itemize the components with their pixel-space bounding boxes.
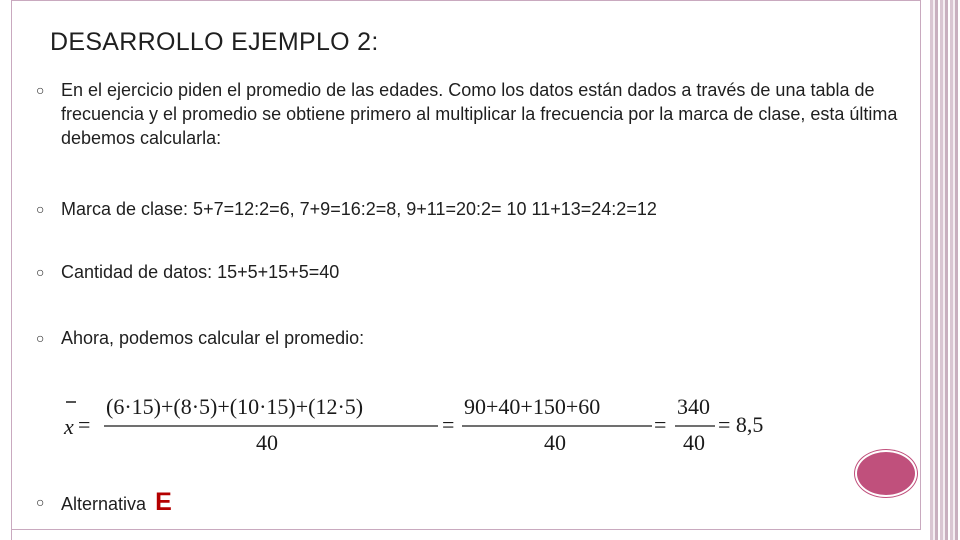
denominator-1: 40 — [256, 430, 278, 455]
equals-sign-1: = — [78, 412, 91, 437]
numerator-1: (6·15)+(8·5)+(10·15)+(12·5) — [106, 394, 364, 419]
frame-line-top — [11, 0, 921, 1]
bullet-text: En el ejercicio piden el promedio de las edades. Como los datos están dados a través de una tabla de frecuencia y el promedio se obtiene primero al multiplicar la frecuencia por la marca de clase, esta última debemos calcularla: — [61, 80, 898, 148]
numerator-2: 90+40+150+60 — [464, 394, 601, 419]
bullet-intro — [36, 78, 906, 150]
bullet-marker-icon: ○ — [36, 264, 45, 280]
answer-label: Alternativa — [61, 494, 147, 514]
bullet-marker-icon: ○ — [36, 201, 45, 217]
bullet-marker-icon: ○ — [36, 494, 45, 510]
mean-symbol: x — [64, 414, 74, 439]
equals-sign-3: = — [654, 412, 667, 437]
numerator-3: 340 — [677, 394, 710, 419]
denominator-3: 40 — [683, 430, 705, 455]
frame-line-left — [11, 0, 12, 540]
mean-formula — [60, 388, 790, 463]
denominator-2: 40 — [544, 430, 566, 455]
equals-sign-2: = — [442, 412, 455, 437]
decorative-stripes — [930, 0, 960, 540]
bullet-average-intro — [36, 326, 906, 350]
slide-title: DESARROLLO EJEMPLO 2: — [50, 28, 379, 56]
answer-letter: E — [155, 488, 172, 516]
bullet-answer — [36, 490, 906, 516]
frame-line-bottom — [11, 529, 921, 530]
bullet-class-marks — [36, 197, 906, 221]
formula-result: = 8,5 — [718, 412, 764, 437]
bullet-text: Cantidad de datos: 15+5+15+5=40 — [61, 262, 340, 282]
bullet-marker-icon: ○ — [36, 82, 45, 98]
bullet-data-count — [36, 260, 906, 284]
bullet-text: Marca de clase: 5+7=12:2=6, 7+9=16:2=8, 9+11=20:2= 10 11+13=24:2=12 — [61, 199, 657, 219]
bullet-text: Ahora, podemos calcular el promedio: — [61, 328, 365, 348]
bullet-marker-icon: ○ — [36, 330, 45, 346]
frame-line-right — [920, 0, 921, 530]
